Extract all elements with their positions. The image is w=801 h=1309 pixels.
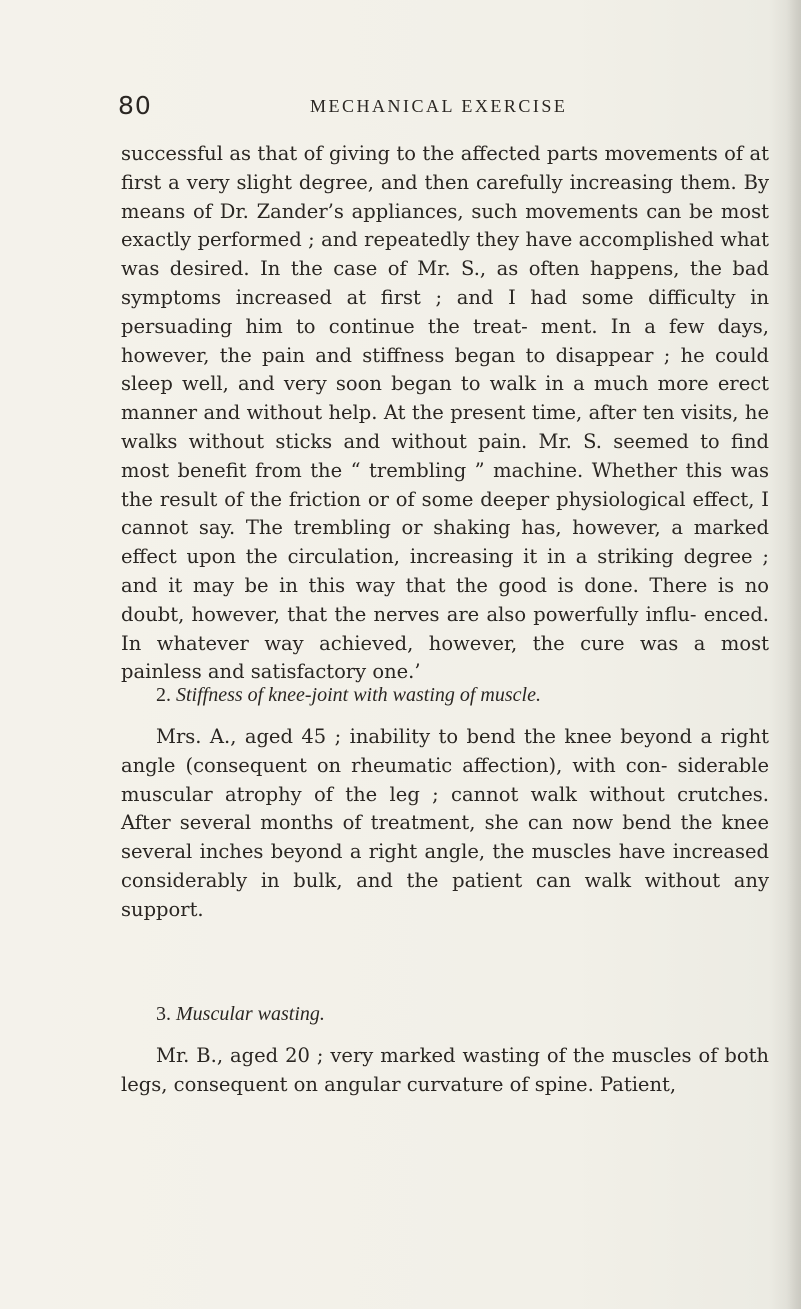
paragraph-continuation: successful as that of giving to the affected parts movements of at first a very slight degree, and then carefully increasing them. By means of Dr. Zander’s appliances, such movements can be most exactly performed ; and repeatedly they have accomplished what was desired. In the case of Mr. S., as often happens, the bad symptoms increased at first ; and I had some difficulty in persuading him to continue the treat- ment. In a few days, however, the pain and stiffness began to disappear ; he could sleep well, and very soon began to walk in a much more erect manner and without help. At the present time, after ten visits, he walks without sticks and without pain. Mr. S. seemed to find most benefit from the “ trembling ” machine. Whether this was the result of the friction or of some deeper physiological effect, I cannot say. The trembling or shaking has, however, a marked effect upon the circulation, increasing it in a striking degree ; and it may be in this way that the good is done. There is no doubt, however, that the nerves are also powerfully influ- enced. In whatever way achieved, however, the cure was a most painless and satisfactory one.’ xyxy=(121,142,769,684)
case-number: 3. xyxy=(156,1003,171,1025)
case-3-paragraph: Mr. B., aged 20 ; very marked wasting of the muscles of both legs, consequent on angular curvature of spine. Patient, xyxy=(121,1044,769,1096)
page-edge-shadow xyxy=(787,0,801,1309)
page-header xyxy=(118,91,758,121)
page-number: 80 xyxy=(118,91,152,120)
case-number: 2. xyxy=(156,684,171,706)
running-head: MECHANICAL EXERCISE xyxy=(310,96,568,116)
case-title: Stiffness of knee-joint with wasting of muscle. xyxy=(176,684,541,706)
case-2-paragraph: Mrs. A., aged 45 ; inability to bend the knee beyond a right angle (consequent on rheumatic affection), with con- siderable muscular atrophy of the leg ; cannot walk without crutches. After several months of treatment, she can now bend the knee several inches beyond a right angle, the muscles have increased considerably in bulk, and the patient can walk without any support. xyxy=(121,725,769,921)
case-heading-2 xyxy=(156,684,541,707)
case-heading-3 xyxy=(156,1003,325,1026)
case-title: Muscular wasting. xyxy=(176,1003,325,1025)
